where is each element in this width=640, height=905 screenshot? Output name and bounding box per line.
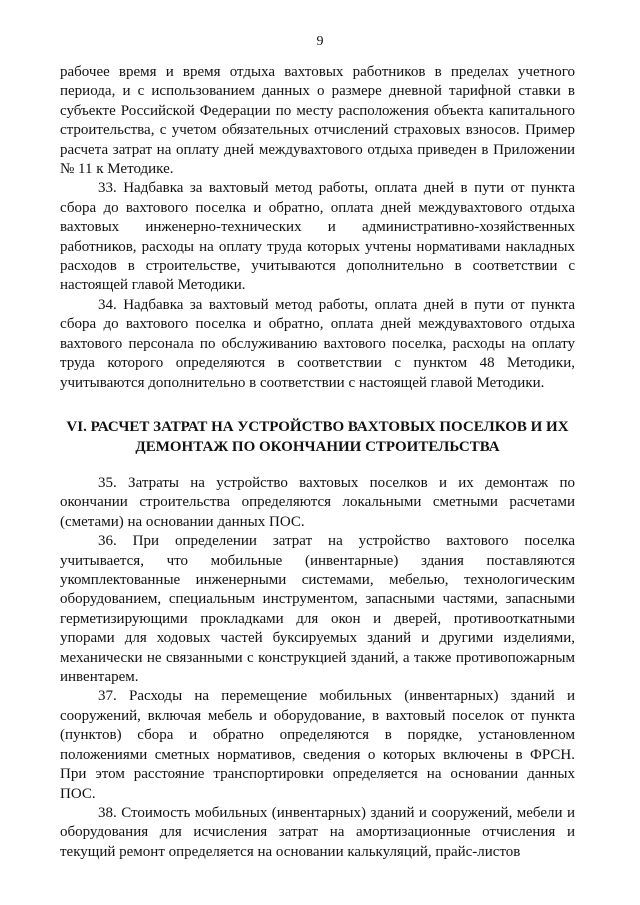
paragraph-continuation: рабочее время и время отдыха вахтовых работников в пределах учетного периода, и с использованием данных о размере дневной тарифной ставки в субъекте Российской Федерации по месту расположения объекта капитального строительства, с учетом обязательных отчислений страховых взносов. Пример расчета затрат на оплату дней междувахтового отдыха приведен в Приложении № 11 к Методике. [60,64,575,178]
paragraph-33: 33. Надбавка за вахтовый метод работы, оплата дней в пути от пункта сбора до вахтового поселка и обратно, оплата дней междувахтового отдыха вахтовых инженерно-технических и административно-хозяйственных работников, расходы на оплату труда которых учтены нормативами накладных расходов в строительстве, учитываются дополнительно в соответствии с настоящей главой Методики. [60,180,575,294]
paragraph-35: 35. Затраты на устройство вахтовых поселков и их демонтаж по окончании строительства определяются локальными сметными расчетами (сметами) на основании данных ПОС. [60,475,575,530]
paragraph-38: 38. Стоимость мобильных (инвентарных) зданий и сооружений, мебели и оборудования для исчисления затрат на амортизационные отчисления и текущий ремонт определяется на основании калькуляций, прайс-листов [60,804,575,860]
paragraph-36: 36. При определении затрат на устройство вахтового поселка учитывается, что мобильные (инвентарные) здания поставляются укомплектованные инженерными системами, мебелью, технологическим оборудованием, специальным инструментом, запасными частями, запасными герметизирующими прокладками для окон и дверей, противооткатными упорами для ходовых частей буксируемых зданий и другими изделиями, механически не связанными с конструкцией зданий, а также противопожарным инвентарем. [60,533,575,686]
text-block-bottom [60,474,575,862]
text-block-top [60,63,575,393]
section-heading: VI. РАСЧЕТ ЗАТРАТ НА УСТРОЙСТВО ВАХТОВЫХ ПОСЕЛКОВ И ИХ ДЕМОНТАЖ ПО ОКОНЧАНИИ СТРОИТЕЛЬСТВА [66,419,569,455]
page-number: 9 [316,34,324,49]
paragraph-34: 34. Надбавка за вахтовый метод работы, оплата дней в пути от пункта сбора до вахтового поселка и обратно, оплата дней междувахтового отдыха вахтового персонала по обслуживанию вахтового поселка, расходы на оплату труда которого определяются в соответствии с пунктом 48 Методики, учитываются дополнительно в соответствии с настоящей главой Методики. [60,296,575,391]
paragraph-37: 37. Расходы на перемещение мобильных (инвентарных) зданий и сооружений, включая мебель и оборудование, в вахтовый поселок от пункта (пунктов) сбора и обратно определяются в порядке, установленном положениями сметных нормативов, сведения о которых включены в ФРСН. При этом расстояние транспортировки определяется на основании данных ПОС. [60,688,575,802]
